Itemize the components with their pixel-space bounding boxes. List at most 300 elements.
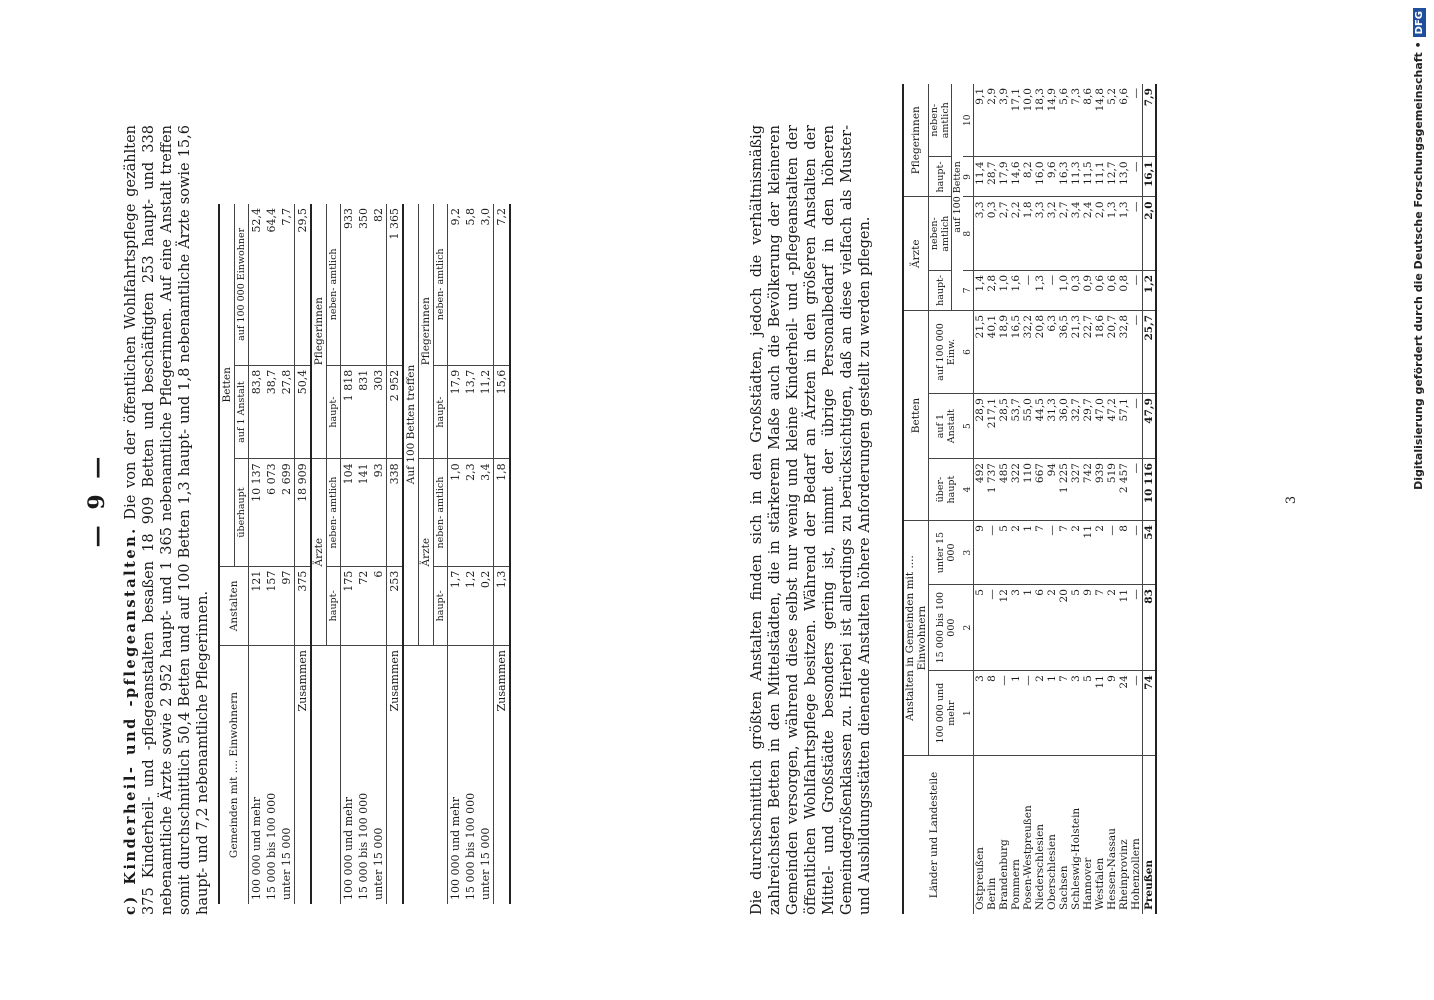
cell: 10,0 xyxy=(1022,84,1034,157)
cell: 13,7 xyxy=(463,365,478,459)
cell: 9 xyxy=(974,521,987,585)
row-label: Hannover xyxy=(1082,857,1094,910)
t2-header-nebenamtlich xyxy=(929,197,952,270)
t2-header-auf100000: auf 100 000 Einw. xyxy=(929,310,964,393)
cell: 97 xyxy=(279,566,295,645)
cell: 12 xyxy=(998,585,1010,671)
t2-header-c15000: 15 000 bis 100 000 xyxy=(929,585,964,671)
cell: 11,2 xyxy=(478,365,494,459)
cell: 2,7 xyxy=(998,197,1010,270)
cell: 7,9 xyxy=(1143,84,1157,157)
cell: 9 xyxy=(1082,585,1094,671)
row-label: Rheinprovinz xyxy=(1118,839,1130,910)
row-label: Niederschlesien xyxy=(1034,823,1046,910)
t1-header-haupt-3: haupt- xyxy=(434,566,448,645)
dfg-sidebar xyxy=(1400,8,1430,992)
cell: 7,7 xyxy=(279,204,295,365)
table-row xyxy=(279,204,295,904)
cell: 8,2 xyxy=(1022,157,1034,197)
cell: 24 xyxy=(1118,671,1130,756)
cell: 83 xyxy=(1143,585,1157,671)
cell: 2,0 xyxy=(1094,197,1106,270)
cell: 28,7 xyxy=(986,157,998,197)
cell: 14,6 xyxy=(1010,157,1022,197)
cell: 44,5 xyxy=(1034,394,1046,459)
table-row xyxy=(1070,84,1082,914)
t2-body xyxy=(974,84,1143,914)
row-label: Ostpreußen xyxy=(974,847,986,910)
row-label: unter 15 000 xyxy=(280,827,293,900)
t1-header-aerzte-3: Ärzte xyxy=(419,459,434,646)
cell: 1,0 xyxy=(448,459,464,566)
cell: 1 xyxy=(1010,671,1022,756)
cell: 1,0 xyxy=(1058,270,1070,310)
cell: 5 xyxy=(1082,671,1094,756)
footer-page-number: 3 xyxy=(1284,495,1299,505)
cell: — xyxy=(1046,270,1058,310)
cell: 83,8 xyxy=(249,365,265,459)
cell: — xyxy=(1130,521,1143,585)
cell: 0,6 xyxy=(1094,270,1106,310)
cell: 1,8 xyxy=(494,459,511,566)
cell: 7 xyxy=(1094,585,1106,671)
cell: — xyxy=(998,671,1010,756)
table-laender xyxy=(902,84,1157,914)
table-row xyxy=(264,204,279,904)
section-c-heading: c) Kinderheil- und -pflegeanstalten. xyxy=(122,526,139,915)
cell: 2,3 xyxy=(463,459,478,566)
table-row xyxy=(1022,84,1034,914)
cell: — xyxy=(1130,157,1143,197)
cell: 7 xyxy=(1058,671,1070,756)
cell: 1,8 xyxy=(1022,197,1034,270)
t2-header-auf1: auf 1 Anstalt xyxy=(929,394,964,459)
t1-header-anstalten: Anstalten xyxy=(219,566,249,645)
cell: 5,8 xyxy=(463,204,478,365)
cell: 6 xyxy=(1034,585,1046,671)
cell: 939 xyxy=(1094,459,1106,521)
cell: — xyxy=(1022,671,1034,756)
t1-header-pflegerinnen-3: Pflegerinnen xyxy=(419,204,434,459)
cell: 21,5 xyxy=(974,310,987,393)
t1-header-auf100000: auf 100 000 Einwohner xyxy=(235,204,249,365)
cell: 0,3 xyxy=(1070,270,1082,310)
row-label: Brandenburg xyxy=(998,839,1010,910)
cell: 54 xyxy=(1143,521,1157,585)
cell: 327 xyxy=(1070,459,1082,521)
cell: 36,0 xyxy=(1058,394,1070,459)
cell: 11 xyxy=(1082,521,1094,585)
cell: 5,6 xyxy=(1058,84,1070,157)
cell: 12,7 xyxy=(1106,157,1118,197)
cell: 15,6 xyxy=(494,365,511,459)
cell: 5 xyxy=(1070,585,1082,671)
cell: 3,3 xyxy=(974,197,987,270)
cell: 16,3 xyxy=(1058,157,1070,197)
cell: 27,8 xyxy=(279,365,295,459)
cell: — xyxy=(986,585,998,671)
cell: 5 xyxy=(974,585,987,671)
row-label: 100 000 und mehr xyxy=(250,797,263,900)
table-row xyxy=(1094,84,1106,914)
cell: 2,8 xyxy=(986,270,998,310)
row-label: unter 15 000 xyxy=(479,827,492,900)
t1-header-nebenamtlich-3 xyxy=(434,459,448,566)
cell: 20 xyxy=(1058,585,1070,671)
table-gemeindegroesse xyxy=(218,204,511,904)
section-c-text: Die von der öffentlichen Wohlfahrtspflege gezählten 375 Kinderheil- und -pflegeanstalten besaßen 18 909 Betten und beschäftigten 253 haupt- und 338 nebenamtliche Ärzte sowie 2 952 haupt- und 1 365 nebenamtliche Pflegerinnen. Auf eine Anstalt treffen somit durchschnittlich 50,4 Betten und auf 100 Betten 1,3 haupt- und 1,8 nebenamtliche Ärzte sowie 15,6 haupt- und 7,2 nebenamtliche Pflegerinnen. xyxy=(123,125,211,915)
table-row xyxy=(249,204,265,904)
column-number: 6 xyxy=(963,310,974,393)
cell: 1,3 xyxy=(494,566,511,645)
cell: 47,2 xyxy=(1106,394,1118,459)
cell: 53,7 xyxy=(1010,394,1022,459)
cell: 72 xyxy=(356,566,371,645)
t2-header-c100000: 100 000 und mehr xyxy=(929,671,964,756)
table-row xyxy=(998,84,1010,914)
cell: 742 xyxy=(1082,459,1094,521)
cell: 18,3 xyxy=(1034,84,1046,157)
cell: 11,3 xyxy=(1070,157,1082,197)
cell: 6,3 xyxy=(1046,310,1058,393)
cell: 2,0 xyxy=(1143,197,1157,270)
t1-header-nebenamtlich-4 xyxy=(434,204,448,365)
cell: 25,7 xyxy=(1143,310,1157,393)
cell: 10 137 xyxy=(249,459,265,566)
table-row xyxy=(974,84,987,914)
cell: 8 xyxy=(1118,521,1130,585)
cell: 217,1 xyxy=(986,394,998,459)
cell: 1 xyxy=(1022,585,1034,671)
column-number: 9 xyxy=(963,157,974,197)
cell: 11,5 xyxy=(1082,157,1094,197)
t2-header-anstalten: Anstalten in Gemeinden mit .... Einwohnern xyxy=(903,521,929,756)
cell: 3,0 xyxy=(478,204,494,365)
neben-label: neben- xyxy=(435,287,446,321)
row-label: unter 15 000 xyxy=(372,827,385,900)
table-row xyxy=(463,204,478,904)
cell: 667 xyxy=(1034,459,1046,521)
neben-label: neben- xyxy=(929,103,940,137)
cell: 253 xyxy=(387,566,404,645)
cell: 8 xyxy=(986,671,998,756)
cell: 2 xyxy=(1010,521,1022,585)
cell: — xyxy=(1130,310,1143,393)
cell: 1 365 xyxy=(387,204,404,365)
cell: 52,4 xyxy=(249,204,265,365)
total-row xyxy=(295,204,312,904)
column-number: 4 xyxy=(963,459,974,521)
t1-header-haupt-4: haupt- xyxy=(434,365,448,459)
dfg-notice xyxy=(1404,8,1434,992)
column-number: 5 xyxy=(963,394,974,459)
neben-label: neben- xyxy=(435,515,446,549)
cell: 141 xyxy=(356,459,371,566)
cell: 3 xyxy=(1070,671,1082,756)
row-label: Schleswig-Holstein xyxy=(1070,807,1082,910)
row-label: Berlin xyxy=(986,877,998,910)
t1-header-auf1: auf 1 Anstalt xyxy=(235,365,249,459)
cell: 303 xyxy=(371,365,387,459)
t2-header-nebenamtlich-2 xyxy=(929,84,952,157)
t1-header-nebenamtlich-2 xyxy=(327,204,341,365)
t1-header-pflegerinnen: Pflegerinnen xyxy=(311,204,327,459)
cell: 485 xyxy=(998,459,1010,521)
table-row xyxy=(1010,84,1022,914)
cell: 1,6 xyxy=(1010,270,1022,310)
neben-label: neben- xyxy=(328,515,339,549)
cell: 40,1 xyxy=(986,310,998,393)
t2-header-aerzte: Ärzte xyxy=(903,197,929,310)
column-number: 10 xyxy=(963,84,974,157)
cell: 74 xyxy=(1143,671,1157,756)
cell: 2,4 xyxy=(1082,197,1094,270)
cell: 20,8 xyxy=(1034,310,1046,393)
cell: 2,7 xyxy=(1058,197,1070,270)
cell: 28,5 xyxy=(998,394,1010,459)
table-row xyxy=(448,204,464,904)
t1-header-haupt-2: haupt- xyxy=(327,365,341,459)
cell: — xyxy=(1130,459,1143,521)
cell: 11 xyxy=(1118,585,1130,671)
cell: — xyxy=(1130,84,1143,157)
cell: 16,5 xyxy=(1010,310,1022,393)
cell: 29,7 xyxy=(1082,394,1094,459)
cell: 2 699 xyxy=(279,459,295,566)
total-row xyxy=(387,204,404,904)
cell: 2,9 xyxy=(986,84,998,157)
row-label: Hessen-Nassau xyxy=(1106,828,1118,910)
table-row xyxy=(371,204,387,904)
table-row xyxy=(1058,84,1070,914)
row-label: Sachsen xyxy=(1058,865,1070,910)
cell: 2 952 xyxy=(387,365,404,459)
cell: 492 xyxy=(974,459,987,521)
t2-header-laender: Länder und Landesteile xyxy=(903,756,963,915)
cell: — xyxy=(1106,521,1118,585)
column-number: 7 xyxy=(963,270,974,310)
cell: 18,9 xyxy=(998,310,1010,393)
cell: — xyxy=(1130,270,1143,310)
cell: — xyxy=(1130,671,1143,756)
cell: 2 xyxy=(1106,585,1118,671)
cell: 8,6 xyxy=(1082,84,1094,157)
cell: 831 xyxy=(356,365,371,459)
cell: — xyxy=(1046,521,1058,585)
cell: 16,1 xyxy=(1143,157,1157,197)
cell: 6 xyxy=(371,566,387,645)
analysis-paragraph: Die durchschnittlich größten Anstalten finden sich in den Großstädten, jedoch die verhältnismäßig zahlreichsten Betten in den Mittelstädten, die in stärkerem Maße auch die Bevölkerung der kleineren Gemeinden versorgen, während diese selbst nur wenig und kleine Kinderheil- und -pflegeanstalten der öffentlichen Wohlfahrtspflege besitzen. Während der Bedarf an Ärzten in den größeren Anstalten der Mittel- und Großstädte besonders gering ist, nimmt der übrige Personalbedarf in den höheren Gemeindegrößenklassen zu. Hierbei ist allerdings zu berücksichtigen, daß an diese vielfach als Muster- und Ausbildungsstätten dienende Anstalten höhere Anforderungen gestellt zu werden pflegen. xyxy=(749,125,873,915)
table-row xyxy=(356,204,371,904)
cell: 7 xyxy=(1034,521,1046,585)
cell: 93 xyxy=(371,459,387,566)
cell: 0,2 xyxy=(478,566,494,645)
cell: 3,2 xyxy=(1046,197,1058,270)
row-label: Hohenzollern xyxy=(1130,838,1142,910)
table-row xyxy=(478,204,494,904)
section-c-paragraph xyxy=(122,125,212,915)
cell: 7,2 xyxy=(494,204,511,365)
row-label: 15 000 bis 100 000 xyxy=(265,792,278,900)
cell: 1,3 xyxy=(1106,197,1118,270)
cell: 57,1 xyxy=(1118,394,1130,459)
table-row xyxy=(1118,84,1130,914)
cell: 2 xyxy=(1046,585,1058,671)
page-number: — 9 — xyxy=(84,452,110,548)
cell: — xyxy=(1130,197,1143,270)
amtlich-label: amtlich xyxy=(328,248,339,285)
total-label: Zusammen xyxy=(295,646,312,905)
table-row xyxy=(1046,84,1058,914)
cell: 7,3 xyxy=(1070,84,1082,157)
cell: 933 xyxy=(341,204,357,365)
total-label: Zusammen xyxy=(494,646,511,905)
cell: 64,4 xyxy=(264,204,279,365)
t2-header-cunter: unter 15 000 xyxy=(929,521,964,585)
t2-header-betten: Betten xyxy=(903,310,929,520)
cell: 0,6 xyxy=(1106,270,1118,310)
cell: 47,9 xyxy=(1143,394,1157,459)
t1-header-nebenamtlich xyxy=(327,459,341,566)
column-number: 1 xyxy=(963,671,974,756)
cell: 2 xyxy=(1070,521,1082,585)
amtlich-label: amtlich xyxy=(435,248,446,285)
cell: 1,2 xyxy=(1143,270,1157,310)
t1-header-haupt: haupt- xyxy=(327,566,341,645)
cell: 375 xyxy=(295,566,312,645)
cell: 322 xyxy=(1010,459,1022,521)
row-label: Oberschlesien xyxy=(1046,834,1058,910)
table-row xyxy=(1130,84,1143,914)
cell: 38,7 xyxy=(264,365,279,459)
cell: 14,8 xyxy=(1094,84,1106,157)
cell: 11 xyxy=(1094,671,1106,756)
cell: 2 xyxy=(1034,671,1046,756)
cell: 1,4 xyxy=(974,270,987,310)
cell: 2 xyxy=(1094,521,1106,585)
total-label: Preußen xyxy=(1143,756,1157,915)
cell: 1 xyxy=(1022,521,1034,585)
cell: 22,7 xyxy=(1082,310,1094,393)
table-row xyxy=(1082,84,1094,914)
t2-header-pflegerinnen: Pflegerinnen xyxy=(903,84,929,197)
t1-header-ueberhaupt: überhaupt xyxy=(235,459,249,566)
cell: 121 xyxy=(249,566,265,645)
row-label: Westfalen xyxy=(1094,857,1106,910)
cell: 9,2 xyxy=(448,204,464,365)
cell: 175 xyxy=(341,566,357,645)
cell: 338 xyxy=(387,459,404,566)
cell: 17,9 xyxy=(448,365,464,459)
cell: 1,3 xyxy=(1034,270,1046,310)
cell: 3,9 xyxy=(998,84,1010,157)
cell: 2,2 xyxy=(1010,197,1022,270)
cell: 82 xyxy=(371,204,387,365)
row-label: 15 000 bis 100 000 xyxy=(357,792,370,900)
table-row xyxy=(341,204,357,904)
cell: 110 xyxy=(1022,459,1034,521)
row-label: Posen-Westpreußen xyxy=(1022,805,1034,910)
cell: 3,4 xyxy=(1070,197,1082,270)
total-label: Zusammen xyxy=(387,646,404,905)
dfg-notice-text: Digitalisierung gefördert durch die Deutsche Forschungsgemeinschaft • xyxy=(1412,41,1425,490)
cell: 3,4 xyxy=(478,459,494,566)
cell: 16,0 xyxy=(1034,157,1046,197)
cell: 5,2 xyxy=(1106,84,1118,157)
table-row xyxy=(1106,84,1118,914)
cell: 18 909 xyxy=(295,459,312,566)
cell: 36,5 xyxy=(1058,310,1070,393)
cell: 3 xyxy=(1010,585,1022,671)
cell: 28,9 xyxy=(974,394,987,459)
cell: 32,2 xyxy=(1022,310,1034,393)
neben-label: neben- xyxy=(328,287,339,321)
cell: 2 457 xyxy=(1118,459,1130,521)
t2-header-haupt: haupt- xyxy=(929,270,952,310)
t1-header-gemeinden: Gemeinden mit .... Einwohnern xyxy=(219,646,249,905)
cell: 94 xyxy=(1046,459,1058,521)
column-number: 2 xyxy=(963,585,974,671)
row-label: 100 000 und mehr xyxy=(449,797,462,900)
t2-header-haupt-2: haupt- xyxy=(929,157,952,197)
cell: 11,4 xyxy=(974,157,987,197)
cell: 3,3 xyxy=(1034,197,1046,270)
amtlich-label: amtlich xyxy=(328,476,339,513)
cell: — xyxy=(1022,270,1034,310)
amtlich-label: amtlich xyxy=(435,476,446,513)
cell: — xyxy=(986,521,998,585)
cell: 14,9 xyxy=(1046,84,1058,157)
cell: 13,0 xyxy=(1118,157,1130,197)
cell: 55,0 xyxy=(1022,394,1034,459)
cell: 0,9 xyxy=(1082,270,1094,310)
cell: 20,7 xyxy=(1106,310,1118,393)
t2-header-ueberhaupt: über- haupt xyxy=(929,459,964,521)
cell: 47,0 xyxy=(1094,394,1106,459)
cell: — xyxy=(1130,585,1143,671)
cell: 519 xyxy=(1106,459,1118,521)
cell: 11,1 xyxy=(1094,157,1106,197)
cell: 104 xyxy=(341,459,357,566)
cell: 1 737 xyxy=(986,459,998,521)
total-row xyxy=(1143,84,1157,914)
cell: 350 xyxy=(356,204,371,365)
t1-header-betten: Betten xyxy=(219,204,235,566)
cell: 6,6 xyxy=(1118,84,1130,157)
cell: 18,6 xyxy=(1094,310,1106,393)
cell: 157 xyxy=(264,566,279,645)
cell: 1 225 xyxy=(1058,459,1070,521)
cell: 5 xyxy=(998,521,1010,585)
cell: 9,6 xyxy=(1046,157,1058,197)
cell: 9,1 xyxy=(974,84,987,157)
cell: 1,0 xyxy=(998,270,1010,310)
column-number: 3 xyxy=(963,521,974,585)
cell: 7 xyxy=(1058,521,1070,585)
table-row xyxy=(1034,84,1046,914)
table-row xyxy=(986,84,998,914)
cell: 31,3 xyxy=(1046,394,1058,459)
cell: 0,8 xyxy=(1118,270,1130,310)
cell: 9 xyxy=(1106,671,1118,756)
amtlich-label: amtlich xyxy=(940,102,951,139)
cell: 1 818 xyxy=(341,365,357,459)
cell: — xyxy=(1130,394,1143,459)
t1-header-aerzte: Ärzte xyxy=(311,459,327,646)
cell: 21,3 xyxy=(1070,310,1082,393)
amtlich-label: amtlich xyxy=(940,215,951,252)
cell: 3 xyxy=(974,671,987,756)
